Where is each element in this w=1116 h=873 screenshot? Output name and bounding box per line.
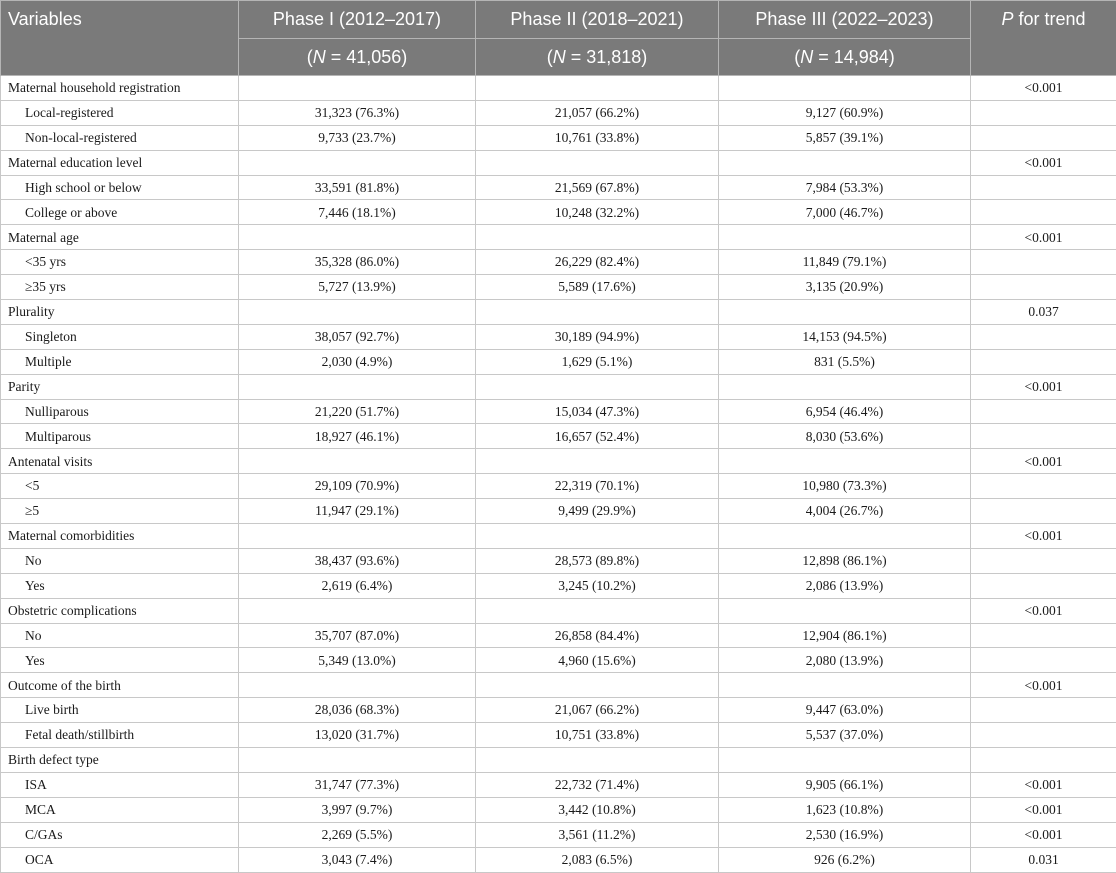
p-trend-cell <box>971 175 1116 200</box>
group-row <box>1 76 1116 101</box>
phase-2-cell: 15,034 (47.3%) <box>476 399 719 424</box>
row-label: <5 <box>1 474 239 499</box>
group-row <box>1 300 1116 325</box>
phase-3-n: (N = 14,984) <box>719 39 971 76</box>
p-trend-cell: <0.001 <box>971 76 1116 101</box>
phase-3-cell: 9,905 (66.1%) <box>719 772 971 797</box>
phase-3-cell: 926 (6.2%) <box>719 847 971 872</box>
phase-1-cell: 13,020 (31.7%) <box>239 723 476 748</box>
phase-1-cell: 2,619 (6.4%) <box>239 573 476 598</box>
phase-3-cell <box>719 225 971 250</box>
p-trend-cell <box>971 399 1116 424</box>
phase-1-cell: 29,109 (70.9%) <box>239 474 476 499</box>
phase-2-cell: 9,499 (29.9%) <box>476 499 719 524</box>
p-trend-cell <box>971 349 1116 374</box>
p-trend-cell <box>971 548 1116 573</box>
phase-2-cell: 10,248 (32.2%) <box>476 200 719 225</box>
p-trend-cell: <0.001 <box>971 772 1116 797</box>
phase-3-header: Phase III (2022–2023) <box>719 1 971 39</box>
phase-3-cell: 831 (5.5%) <box>719 349 971 374</box>
group-label: Maternal comorbidities <box>1 524 239 549</box>
phase-3-cell: 10,980 (73.3%) <box>719 474 971 499</box>
p-trend-cell: <0.001 <box>971 797 1116 822</box>
table-row <box>1 349 1116 374</box>
phase-2-cell <box>476 673 719 698</box>
table-row <box>1 698 1116 723</box>
phase-2-cell: 4,960 (15.6%) <box>476 648 719 673</box>
group-row <box>1 598 1116 623</box>
group-row <box>1 225 1116 250</box>
table-row <box>1 723 1116 748</box>
row-label: Fetal death/stillbirth <box>1 723 239 748</box>
p-trend-cell: <0.001 <box>971 822 1116 847</box>
row-label: Nulliparous <box>1 399 239 424</box>
p-trend-cell <box>971 723 1116 748</box>
phase-1-cell: 7,446 (18.1%) <box>239 200 476 225</box>
phase-1-cell <box>239 449 476 474</box>
phase-1-cell: 5,349 (13.0%) <box>239 648 476 673</box>
table-row <box>1 399 1116 424</box>
variables-header: Variables <box>1 1 239 76</box>
phase-3-cell <box>719 673 971 698</box>
p-trend-cell <box>971 623 1116 648</box>
group-label: Maternal household registration <box>1 76 239 101</box>
phase-3-cell <box>719 524 971 549</box>
phase-3-cell: 7,000 (46.7%) <box>719 200 971 225</box>
table-row <box>1 474 1116 499</box>
phase-2-cell: 21,057 (66.2%) <box>476 100 719 125</box>
phase-1-header: Phase I (2012–2017) <box>239 1 476 39</box>
p-trend-cell <box>971 324 1116 349</box>
phase-1-cell: 18,927 (46.1%) <box>239 424 476 449</box>
phase-3-cell: 7,984 (53.3%) <box>719 175 971 200</box>
phase-1-cell <box>239 300 476 325</box>
group-label: Maternal age <box>1 225 239 250</box>
row-label: Multiparous <box>1 424 239 449</box>
phase-2-cell: 2,083 (6.5%) <box>476 847 719 872</box>
phase-2-cell: 22,319 (70.1%) <box>476 474 719 499</box>
phase-3-cell <box>719 748 971 773</box>
phase-1-cell: 38,437 (93.6%) <box>239 548 476 573</box>
row-label: C/GAs <box>1 822 239 847</box>
phase-1-cell: 9,733 (23.7%) <box>239 125 476 150</box>
table-row <box>1 847 1116 872</box>
phase-3-cell: 2,086 (13.9%) <box>719 573 971 598</box>
phase-1-cell <box>239 374 476 399</box>
table-header <box>1 1 1116 76</box>
phase-2-cell: 22,732 (71.4%) <box>476 772 719 797</box>
row-label: Yes <box>1 573 239 598</box>
p-trend-cell: 0.031 <box>971 847 1116 872</box>
p-trend-header <box>971 1 1116 76</box>
table-row <box>1 100 1116 125</box>
group-label: Birth defect type <box>1 748 239 773</box>
row-label: Yes <box>1 648 239 673</box>
p-trend-cell <box>971 573 1116 598</box>
group-row <box>1 150 1116 175</box>
phase-1-cell: 33,591 (81.8%) <box>239 175 476 200</box>
p-trend-cell: <0.001 <box>971 598 1116 623</box>
phase-3-cell: 9,447 (63.0%) <box>719 698 971 723</box>
p-trend-cell: <0.001 <box>971 673 1116 698</box>
phase-2-cell: 3,442 (10.8%) <box>476 797 719 822</box>
table-row <box>1 797 1116 822</box>
p-trend-cell: <0.001 <box>971 225 1116 250</box>
group-label: Obstetric complications <box>1 598 239 623</box>
phase-3-cell: 2,530 (16.9%) <box>719 822 971 847</box>
phase-3-cell: 5,537 (37.0%) <box>719 723 971 748</box>
phase-3-cell: 12,904 (86.1%) <box>719 623 971 648</box>
phase-2-cell: 26,229 (82.4%) <box>476 250 719 275</box>
table-row <box>1 125 1116 150</box>
table-row <box>1 623 1116 648</box>
phase-3-cell: 11,849 (79.1%) <box>719 250 971 275</box>
group-label: Parity <box>1 374 239 399</box>
phase-1-cell: 35,328 (86.0%) <box>239 250 476 275</box>
phase-1-cell <box>239 598 476 623</box>
table-row <box>1 573 1116 598</box>
phase-1-cell <box>239 150 476 175</box>
phase-1-cell: 21,220 (51.7%) <box>239 399 476 424</box>
phase-1-cell: 5,727 (13.9%) <box>239 275 476 300</box>
row-label: Local-registered <box>1 100 239 125</box>
row-label: Non-local-registered <box>1 125 239 150</box>
p-trend-text: for trend <box>1013 9 1085 29</box>
phase-1-cell <box>239 524 476 549</box>
p-trend-cell <box>971 275 1116 300</box>
phase-3-cell: 3,135 (20.9%) <box>719 275 971 300</box>
row-label: Singleton <box>1 324 239 349</box>
row-label: MCA <box>1 797 239 822</box>
phase-3-cell <box>719 150 971 175</box>
phase-2-cell: 3,245 (10.2%) <box>476 573 719 598</box>
p-trend-cell <box>971 648 1116 673</box>
phase-2-cell <box>476 225 719 250</box>
row-label: No <box>1 548 239 573</box>
phase-3-cell: 2,080 (13.9%) <box>719 648 971 673</box>
phase-2-cell <box>476 748 719 773</box>
phase-3-cell <box>719 76 971 101</box>
phase-2-cell: 3,561 (11.2%) <box>476 822 719 847</box>
phase-3-cell: 8,030 (53.6%) <box>719 424 971 449</box>
row-label: Multiple <box>1 349 239 374</box>
phase-1-cell: 38,057 (92.7%) <box>239 324 476 349</box>
table-row <box>1 648 1116 673</box>
p-trend-cell <box>971 499 1116 524</box>
phase-1-cell: 28,036 (68.3%) <box>239 698 476 723</box>
phase-3-cell <box>719 374 971 399</box>
group-row <box>1 673 1116 698</box>
phase-2-cell: 26,858 (84.4%) <box>476 623 719 648</box>
group-label: Maternal education level <box>1 150 239 175</box>
phase-2-n: (N = 31,818) <box>476 39 719 76</box>
phase-2-cell: 21,067 (66.2%) <box>476 698 719 723</box>
phase-2-cell <box>476 598 719 623</box>
p-trend-cell <box>971 125 1116 150</box>
phase-3-cell: 1,623 (10.8%) <box>719 797 971 822</box>
row-label: ISA <box>1 772 239 797</box>
phase-1-n: (N = 41,056) <box>239 39 476 76</box>
phase-2-cell <box>476 524 719 549</box>
p-italic: P <box>1001 9 1013 29</box>
phase-3-cell: 4,004 (26.7%) <box>719 499 971 524</box>
phase-2-cell <box>476 300 719 325</box>
table-row <box>1 200 1116 225</box>
phase-2-cell: 5,589 (17.6%) <box>476 275 719 300</box>
phase-1-cell: 11,947 (29.1%) <box>239 499 476 524</box>
p-trend-cell: <0.001 <box>971 449 1116 474</box>
table-body <box>1 76 1116 873</box>
p-trend-cell <box>971 100 1116 125</box>
phase-1-cell: 31,323 (76.3%) <box>239 100 476 125</box>
p-trend-cell <box>971 748 1116 773</box>
table-row <box>1 175 1116 200</box>
table-row <box>1 275 1116 300</box>
phase-2-cell <box>476 449 719 474</box>
group-label: Plurality <box>1 300 239 325</box>
row-label: Live birth <box>1 698 239 723</box>
row-label: <35 yrs <box>1 250 239 275</box>
phase-2-cell <box>476 76 719 101</box>
table-row <box>1 324 1116 349</box>
p-trend-cell <box>971 424 1116 449</box>
phase-2-header: Phase II (2018–2021) <box>476 1 719 39</box>
phase-3-cell: 6,954 (46.4%) <box>719 399 971 424</box>
phase-2-cell: 10,761 (33.8%) <box>476 125 719 150</box>
p-trend-cell: <0.001 <box>971 524 1116 549</box>
p-trend-cell: <0.001 <box>971 374 1116 399</box>
row-label: High school or below <box>1 175 239 200</box>
phase-3-cell: 5,857 (39.1%) <box>719 125 971 150</box>
table-row <box>1 772 1116 797</box>
group-row <box>1 748 1116 773</box>
row-label: No <box>1 623 239 648</box>
p-trend-cell: <0.001 <box>971 150 1116 175</box>
p-trend-cell <box>971 474 1116 499</box>
phase-2-cell: 28,573 (89.8%) <box>476 548 719 573</box>
table-row <box>1 548 1116 573</box>
phase-3-cell <box>719 598 971 623</box>
phase-2-cell: 21,569 (67.8%) <box>476 175 719 200</box>
phase-1-cell <box>239 673 476 698</box>
row-label: College or above <box>1 200 239 225</box>
phase-2-cell <box>476 150 719 175</box>
phase-3-cell <box>719 449 971 474</box>
phase-1-cell <box>239 748 476 773</box>
phase-3-cell <box>719 300 971 325</box>
phase-3-cell: 9,127 (60.9%) <box>719 100 971 125</box>
row-label: ≥35 yrs <box>1 275 239 300</box>
phase-3-cell: 14,153 (94.5%) <box>719 324 971 349</box>
p-trend-cell <box>971 200 1116 225</box>
p-trend-cell: 0.037 <box>971 300 1116 325</box>
group-row <box>1 524 1116 549</box>
phase-1-cell <box>239 76 476 101</box>
phase-1-cell: 2,030 (4.9%) <box>239 349 476 374</box>
table-row <box>1 424 1116 449</box>
group-label: Antenatal visits <box>1 449 239 474</box>
p-trend-cell <box>971 698 1116 723</box>
phase-1-cell: 2,269 (5.5%) <box>239 822 476 847</box>
group-label: Outcome of the birth <box>1 673 239 698</box>
phase-1-cell <box>239 225 476 250</box>
phase-1-cell: 3,997 (9.7%) <box>239 797 476 822</box>
phase-2-cell: 30,189 (94.9%) <box>476 324 719 349</box>
table-row <box>1 822 1116 847</box>
p-trend-cell <box>971 250 1116 275</box>
phase-1-cell: 31,747 (77.3%) <box>239 772 476 797</box>
table-row <box>1 499 1116 524</box>
phase-2-cell <box>476 374 719 399</box>
row-label: OCA <box>1 847 239 872</box>
table-row <box>1 250 1116 275</box>
group-row <box>1 449 1116 474</box>
phase-1-cell: 35,707 (87.0%) <box>239 623 476 648</box>
phase-2-cell: 16,657 (52.4%) <box>476 424 719 449</box>
group-row <box>1 374 1116 399</box>
phase-1-cell: 3,043 (7.4%) <box>239 847 476 872</box>
phase-2-cell: 10,751 (33.8%) <box>476 723 719 748</box>
phase-2-cell: 1,629 (5.1%) <box>476 349 719 374</box>
phase-3-cell: 12,898 (86.1%) <box>719 548 971 573</box>
row-label: ≥5 <box>1 499 239 524</box>
